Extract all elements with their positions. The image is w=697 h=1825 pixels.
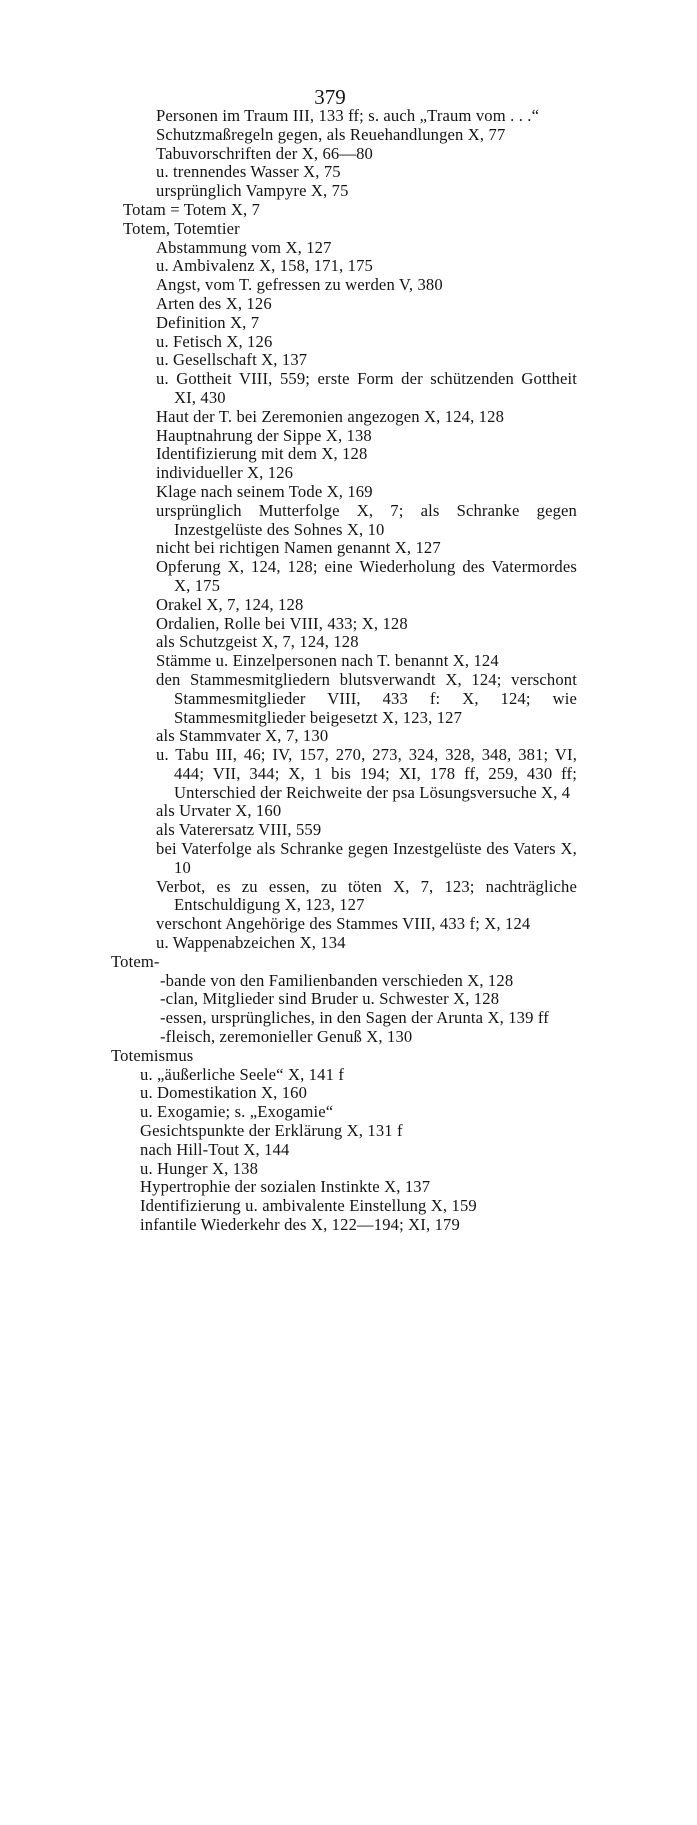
index-entry: u. Wappenabzeichen X, 134 [156,933,346,953]
index-entry: Opferung X, 124, 128; eine Wiederholung des Vatermordes X, 175 [156,557,577,595]
index-entry: -clan, Mitglieder sind Bruder u. Schwester X, 128 [160,989,500,1009]
index-entry: verschont Angehörige des Stammes VIII, 433 f; X, 124 [156,914,531,934]
index-entry: Hypertrophie der sozialen Instinkte X, 137 [140,1177,431,1197]
index-entry: u. Tabu III, 46; IV, 157, 270, 273, 324, 328, 348, 381; VI, 444; VII, 344; X, 1 bis 194; XI, 178 ff, 259, 430 ff; Unterschied der Reichweite der psa Lösungsversuche X, 4 [156,745,577,802]
index-entry: Totem- [111,951,160,971]
index-entry-list [0,107,697,1235]
index-entry: u. Fetisch X, 126 [156,331,273,351]
index-entry: individueller X, 126 [156,463,294,483]
index-entry: Definition X, 7 [156,312,260,332]
index-entry: u. Domestikation X, 160 [140,1083,308,1103]
index-entry: Personen im Traum III, 133 ff; s. auch „Traum vom . . .“ [156,106,540,125]
index-entry: Verbot, es zu essen, zu töten X, 7, 123; nachträgliche Entschuldigung X, 123, 127 [156,876,577,915]
index-entry: ursprünglich Mutterfolge X, 7; als Schranke gegen Inzestgelüste des Sohnes X, 10 [156,500,577,539]
index-entry: Gesichtspunkte der Erklärung X, 131 f [140,1121,403,1141]
index-entry: nicht bei richtigen Namen genannt X, 127 [156,538,441,558]
index-entry: Tabuvorschriften der X, 66—80 [156,143,374,163]
index-entry: Arten des X, 126 [156,293,272,313]
index-entry: -essen, ursprüngliches, in den Sagen der Arunta X, 139 ff [160,1008,549,1028]
index-entry: u. Hunger X, 138 [140,1158,259,1178]
index-entry: Identifizierung u. ambivalente Einstellung X, 159 [140,1196,477,1216]
index-entry: u. „äußerliche Seele“ X, 141 f [140,1064,344,1084]
index-entry: als Stammvater X, 7, 130 [156,726,329,746]
index-entry: den Stammesmitgliedern blutsverwandt X, 124; verschont Stammesmitglieder VIII, 433 f: X, 124; wie Stammesmitglieder beigesetzt X, 123, 127 [156,669,577,727]
index-entry: Klage nach seinem Tode X, 169 [156,481,373,501]
index-entry: -fleisch, zeremonieller Genuß X, 130 [160,1027,413,1047]
index-entry: ursprünglich Vampyre X, 75 [156,181,349,201]
index-entry: u. trennendes Wasser X, 75 [156,162,341,182]
index-entry: Abstammung vom X, 127 [156,237,332,257]
index-entry: nach Hill-Tout X, 144 [140,1139,290,1159]
index-entry: Totam = Totem X, 7 [123,199,261,219]
index-entry: u. Exogamie; s. „Exogamie“ [140,1102,334,1122]
index-entry: u. Gottheit VIII, 559; erste Form der schützenden Gottheit XI, 430 [156,369,577,407]
index-entry: Identifizierung mit dem X, 128 [156,444,368,464]
index-entry: Ordalien, Rolle bei VIII, 433; X, 128 [156,613,408,633]
index-entry: als Urvater X, 160 [156,801,282,821]
index-entry: Stämme u. Einzelpersonen nach T. benannt X, 124 [156,651,499,671]
index-entry: Totem, Totemtier [123,218,240,238]
index-entry: infantile Wiederkehr des X, 122—194; XI, 179 [140,1215,460,1235]
index-entry: Angst, vom T. gefressen zu werden V, 380 [156,275,443,295]
index-entry: als Vaterersatz VIII, 559 [156,820,322,840]
index-entry: -bande von den Familienbanden verschieden X, 128 [160,970,514,990]
index-entry: Totemismus [111,1045,194,1065]
page-number: 379 [314,85,346,109]
index-entry: Schutzmaßregeln gegen, als Reuehandlungen X, 77 [156,124,506,144]
index-entry: Orakel X, 7, 124, 128 [156,594,304,614]
index-entry: bei Vaterfolge als Schranke gegen Inzestgelüste des Vaters X, 10 [156,839,577,877]
index-entry: Hauptnahrung der Sippe X, 138 [156,425,372,445]
index-entry: als Schutzgeist X, 7, 124, 128 [156,632,359,652]
index-entry: u. Ambivalenz X, 158, 171, 175 [156,256,373,276]
index-entry: Haut der T. bei Zeremonien angezogen X, 124, 128 [156,406,505,426]
index-entry: u. Gesellschaft X, 137 [156,350,308,370]
